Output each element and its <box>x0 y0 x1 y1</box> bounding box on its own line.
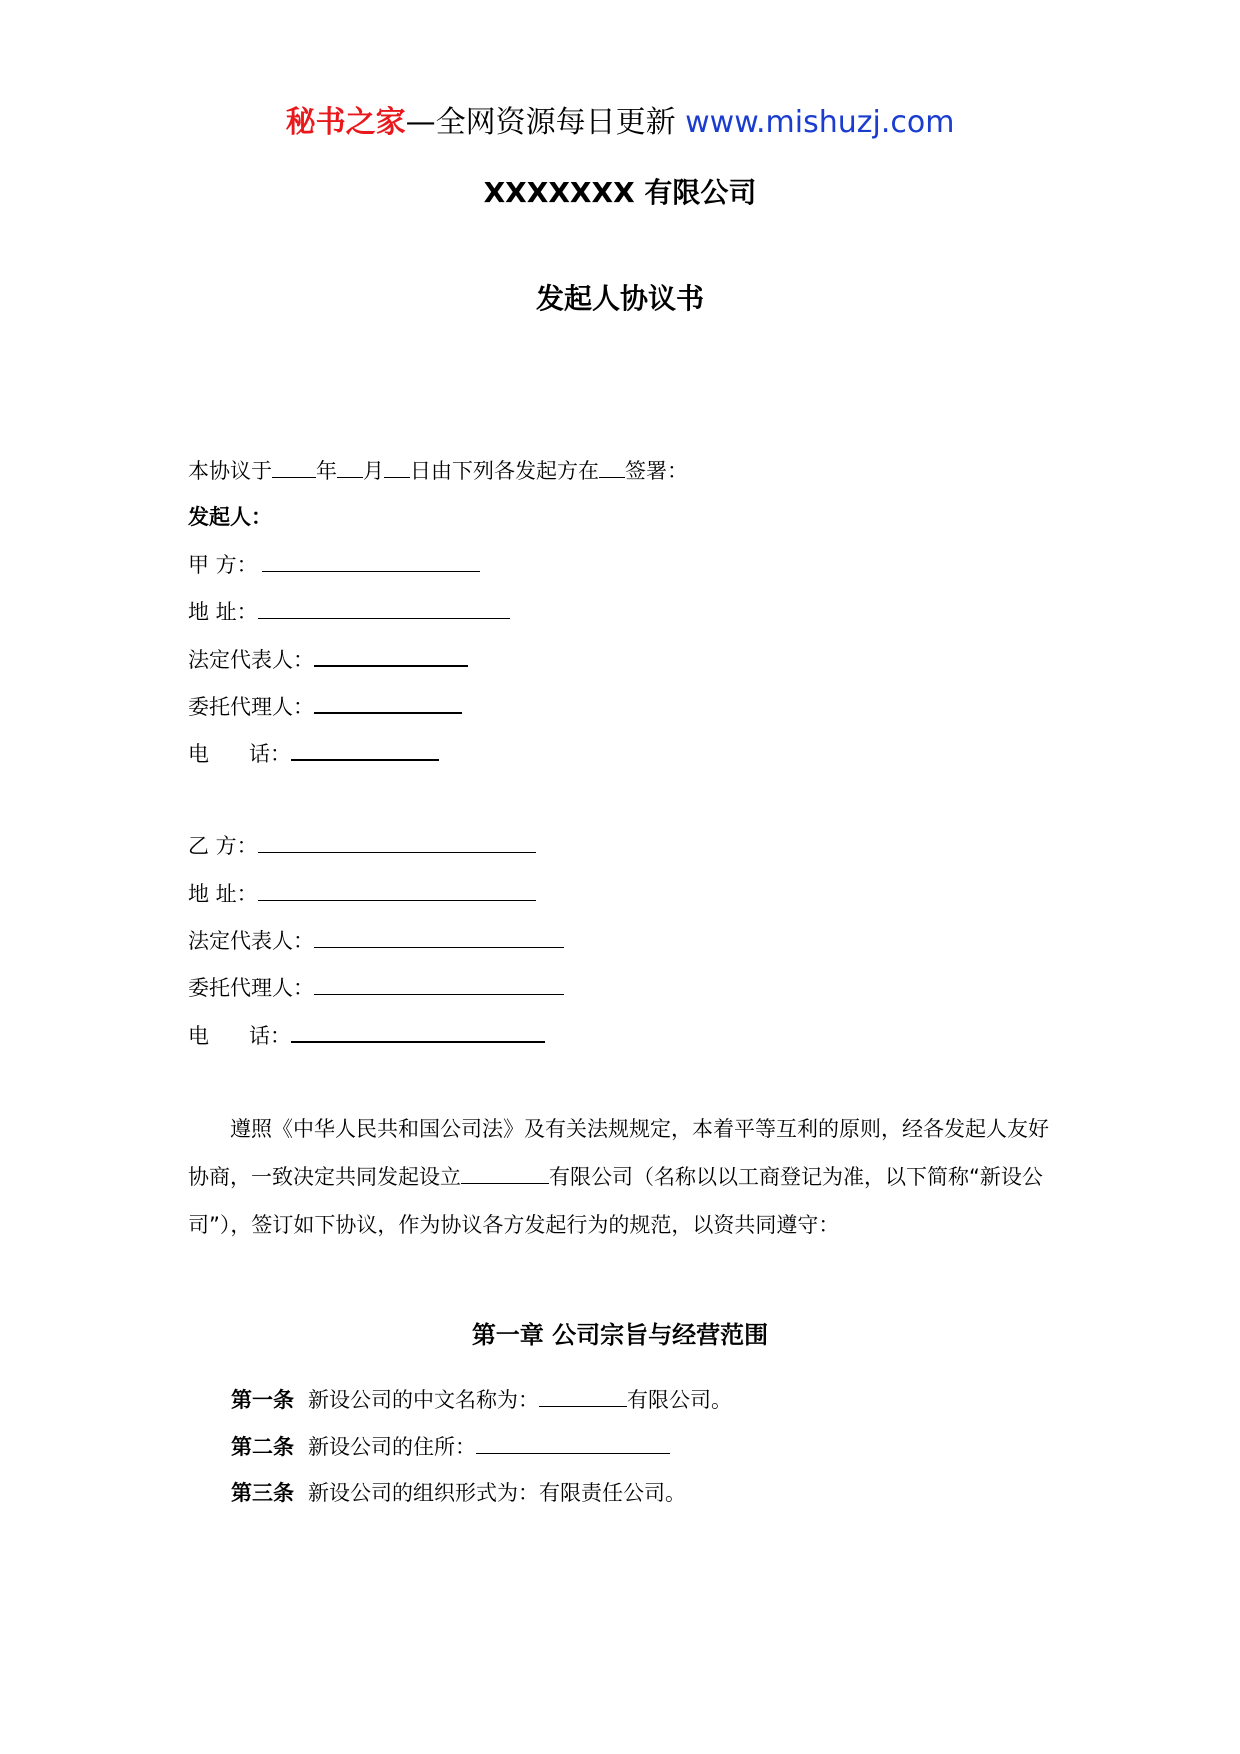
party-b-legal-rep-blank[interactable] <box>314 925 564 948</box>
site-url-link[interactable]: www.mishuzj.com <box>685 105 955 140</box>
preamble-paragraph <box>188 1105 1060 1249</box>
site-brand: 秘书之家 <box>285 105 406 140</box>
party-a-agent-row <box>188 690 462 722</box>
month-label: 月 <box>363 459 384 483</box>
party-a-name-row <box>188 549 480 580</box>
party-b-phone-blank[interactable] <box>291 1019 545 1043</box>
party-a-name-label: 甲 方： <box>188 553 258 577</box>
party-a-phone-label: 电 话： <box>188 742 292 766</box>
article-3 <box>231 1478 686 1508</box>
article-2-address-blank[interactable] <box>476 1431 670 1454</box>
party-b-legal-rep-row <box>188 925 564 956</box>
party-a-address-label: 地 址： <box>188 600 258 624</box>
party-b-phone-row <box>188 1019 545 1051</box>
preamble-text-2: 有限公司（名称以以工商登记为准，以下简称“新设公司”），签订如下协议，作为协议各方发起行为的规范，以资共同遵守： <box>188 1165 1043 1237</box>
party-b-phone-label: 电 话： <box>188 1024 292 1048</box>
article-1 <box>231 1384 732 1415</box>
party-a-legal-rep-label: 法定代表人： <box>188 648 314 672</box>
party-a-legal-rep-blank[interactable] <box>314 643 468 667</box>
party-a-legal-rep-row <box>188 643 468 675</box>
article-1-suffix: 有限公司。 <box>627 1388 732 1412</box>
company-title: XXXXXXX 有限公司 <box>483 176 757 209</box>
party-a-phone-row <box>188 737 439 769</box>
site-tagline: —全网资源每日更新 <box>405 105 686 140</box>
day-blank[interactable] <box>384 455 410 478</box>
party-a-agent-blank[interactable] <box>314 690 462 714</box>
party-a-address-row <box>188 596 510 627</box>
company-name-blank[interactable] <box>461 1161 549 1184</box>
party-b-address-row <box>188 878 536 909</box>
article-2 <box>231 1431 670 1462</box>
article-3-text: 新设公司的组织形式为：有限责任公司。 <box>308 1481 686 1505</box>
sign-label: 签署： <box>625 459 688 483</box>
article-1-text: 新设公司的中文名称为： <box>308 1388 539 1412</box>
article-2-text: 新设公司的住所： <box>308 1435 476 1459</box>
party-b-address-label: 地 址： <box>188 882 258 906</box>
party-b-agent-row <box>188 972 564 1003</box>
party-b-name-row <box>188 830 536 861</box>
signing-text: 本协议于 <box>188 459 272 483</box>
signing-line <box>188 455 688 486</box>
party-b-name-label: 乙 方： <box>188 834 258 858</box>
initiators-heading: 发起人： <box>188 505 272 529</box>
chapter-1-heading: 第一章 公司宗旨与经营范围 <box>471 1321 769 1349</box>
article-3-label: 第三条 <box>231 1481 294 1505</box>
party-a-agent-label: 委托代理人： <box>188 695 314 719</box>
article-1-name-blank[interactable] <box>539 1384 627 1407</box>
article-2-label: 第二条 <box>231 1435 294 1459</box>
document-title: 发起人协议书 <box>535 282 704 315</box>
preamble-text-1: 遵照《中华人民共和国公司法》及有关法规规定，本着平等互利的原则，经各发起人友好协商，一致决定共同发起设立 <box>188 1117 1049 1189</box>
party-a-address-blank[interactable] <box>258 596 510 619</box>
year-blank[interactable] <box>272 455 316 478</box>
place-blank[interactable] <box>599 455 625 478</box>
place-label: 日由下列各发起方在 <box>410 459 599 483</box>
site-header <box>0 101 1240 145</box>
year-label: 年 <box>316 459 337 483</box>
month-blank[interactable] <box>337 455 363 478</box>
party-a-phone-blank[interactable] <box>291 737 439 761</box>
party-b-agent-blank[interactable] <box>314 972 564 995</box>
party-b-name-blank[interactable] <box>258 830 536 853</box>
article-1-label: 第一条 <box>231 1388 294 1412</box>
party-b-address-blank[interactable] <box>258 878 536 901</box>
party-b-agent-label: 委托代理人： <box>188 976 314 1000</box>
party-b-legal-rep-label: 法定代表人： <box>188 929 314 953</box>
party-a-name-blank[interactable] <box>262 549 480 572</box>
